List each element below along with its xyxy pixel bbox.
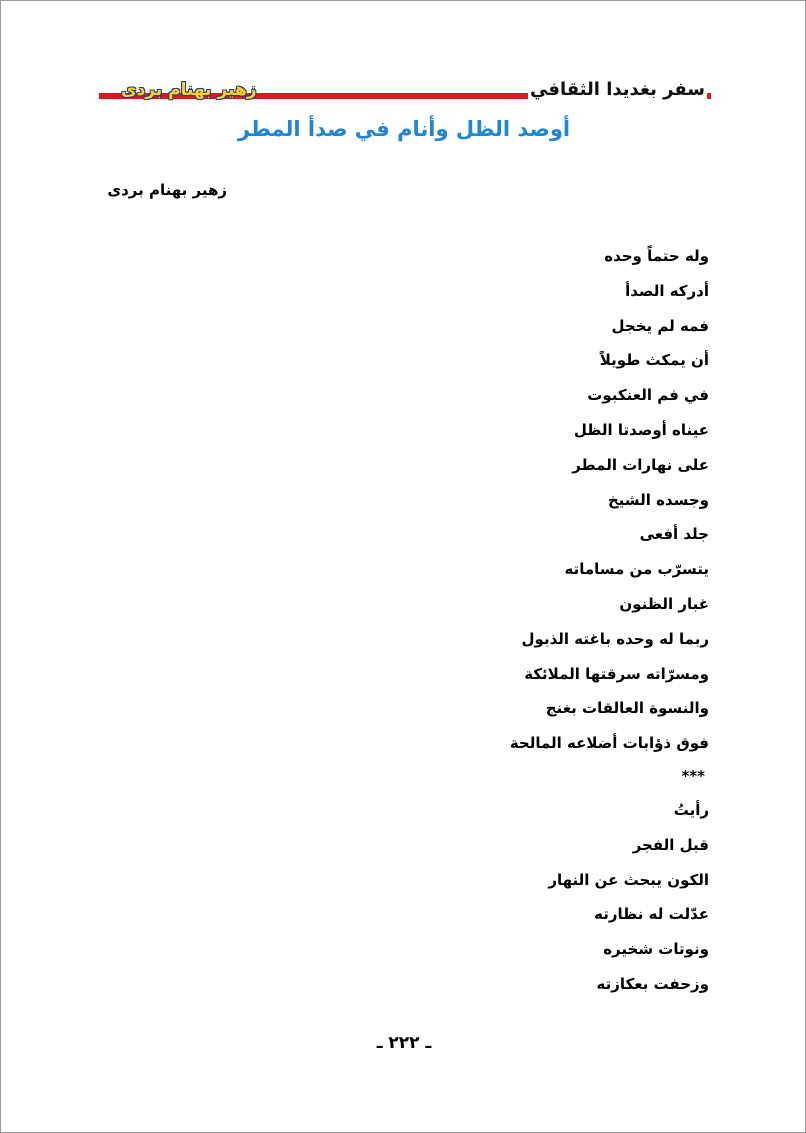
poem-line: جلد أفعى <box>639 525 709 544</box>
poem-line: في فم العنكبوت <box>587 386 709 405</box>
poem-line: ربما له وحده باغته الذبول <box>521 629 709 648</box>
poem-line: والنسوة العالقات بغنج <box>545 699 709 718</box>
poem-line: الكون يبحث عن النهار <box>548 870 709 889</box>
poem-line: فمه لم يخجل <box>611 316 709 335</box>
poem-line: قبل الفجر <box>632 835 709 854</box>
header-magazine-name: سفر بغديدا الثقافي <box>529 79 705 100</box>
poem-line: ونوتات شخيره <box>603 940 709 959</box>
poem-body <box>510 244 709 1007</box>
poem-line: وله حتماً وحده <box>604 247 709 265</box>
poem-line: رأيتُ <box>673 800 709 819</box>
poem-line: عدّلت له نظارته <box>594 905 709 924</box>
poem-line: وزحفت بعكازته <box>596 974 709 993</box>
poem-line: أدركه الصدأ <box>625 281 709 300</box>
poem-line: فوق ذؤابات أضلاعه المالحة <box>509 734 709 753</box>
page-number: ـ ٢٢٢ ـ <box>376 1033 432 1053</box>
poem-title: أوصد الظل وأنام في صدأ المطر <box>237 117 571 141</box>
poem-line: ومسرّاته سرقتها الملائكة <box>524 664 709 683</box>
poem-line: وجسده الشيخ <box>607 490 709 509</box>
header-author: زهير بهنام بردى <box>121 80 257 100</box>
poem-line: أن يمكث طويلاً <box>599 351 709 370</box>
poem-line: غبار الظنون <box>619 594 709 613</box>
stanza-separator: *** <box>681 766 705 785</box>
poem-line: على نهارات المطر <box>572 455 709 474</box>
poem-line: عيناه أوصدتا الظل <box>573 420 709 439</box>
poem-line: يتسرّب من مساماته <box>564 560 709 579</box>
poem-author: زهير بهنام بردى <box>107 181 227 199</box>
